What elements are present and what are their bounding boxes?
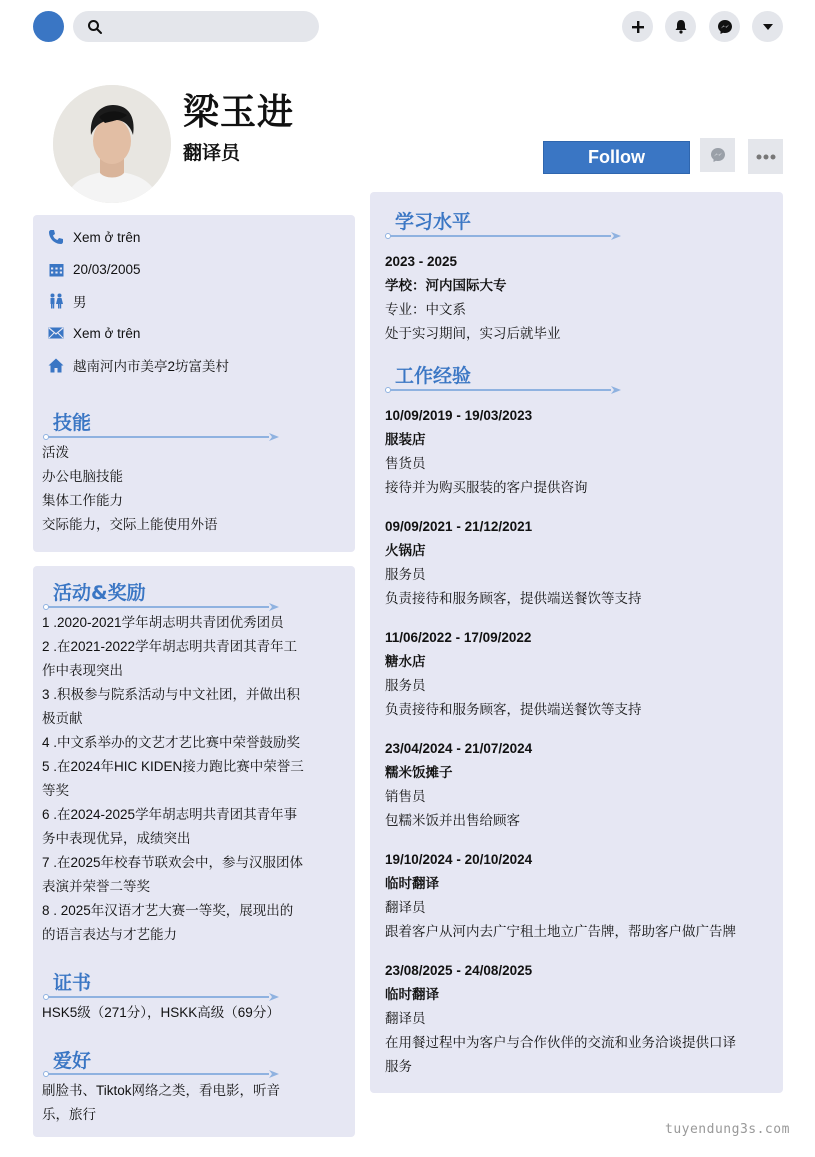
activity-line: 极贡献 <box>42 711 83 726</box>
hobbies-line: 刷脸书、Tiktok网络之类，看电影，听音 <box>42 1083 281 1098</box>
job-description: 服务 <box>385 1059 412 1074</box>
activities-divider <box>43 603 279 611</box>
contact-gender <box>47 289 87 313</box>
activity-line: 2 .在2021-2022学年胡志明共青团其青年工 <box>42 639 298 654</box>
contact-address <box>47 353 229 377</box>
job-position: 售货员 <box>385 456 426 471</box>
job-description: 在用餐过程中为客户与合作伙伴的交流和业务洽谈提供口译 <box>385 1035 736 1050</box>
skills-divider <box>43 433 279 441</box>
job-position: 翻译员 <box>385 1011 426 1026</box>
activities-panel <box>33 566 355 1137</box>
activity-line: 1 .2020-2021学年胡志明共青团优秀团员 <box>42 615 284 630</box>
mail-icon <box>48 327 64 339</box>
job-description: 跟着客户从河内去广宁租土地立广告牌，帮助客户做广告牌 <box>385 924 736 939</box>
skill-item: 活泼 <box>42 445 69 460</box>
activity-line: 3 .积极参与院系活动与中文社团，并做出积 <box>42 687 301 702</box>
job-period: 23/08/2025 - 24/08/2025 <box>385 963 533 978</box>
job-company: 服装店 <box>385 432 426 447</box>
messenger-icon <box>710 147 726 163</box>
education-divider <box>385 232 621 240</box>
job-period: 09/09/2021 - 21/12/2021 <box>385 519 533 534</box>
activity-line: 务中表现优异，成绩突出 <box>42 831 191 846</box>
profile-role: 翻译员 <box>183 142 241 164</box>
top-bar <box>0 0 815 56</box>
contact-phone-text: Xem ở trên <box>73 229 141 245</box>
hobbies-title: 爱好 <box>53 1050 92 1072</box>
profile-name: 梁玉进 <box>183 92 295 133</box>
certificates-text: HSK5级（271分），HSKK高级（69分） <box>42 1005 280 1020</box>
activity-line: 6 .在2024-2025学年胡志明共青团其青年事 <box>42 807 298 822</box>
activity-line: 等奖 <box>42 783 69 798</box>
search-bar[interactable] <box>73 11 319 42</box>
contact-skills-panel <box>33 215 355 552</box>
education-note: 处于实习期间，实习后就毕业 <box>385 326 561 341</box>
activity-line: 表演并荣誉二等奖 <box>42 879 150 894</box>
gender-icon <box>48 293 64 309</box>
menu-button[interactable] <box>752 11 783 42</box>
follow-button[interactable]: Follow <box>543 141 690 174</box>
certificates-title: 证书 <box>53 972 92 994</box>
education-school: 学校：河内国际大专 <box>385 278 507 293</box>
activity-line: 的语言表达与才艺能力 <box>42 927 177 942</box>
plus-icon <box>631 20 645 34</box>
caret-down-icon <box>762 23 774 31</box>
job-company: 糯米饭摊子 <box>385 765 453 780</box>
job-position: 销售员 <box>385 789 426 804</box>
more-button[interactable] <box>748 139 783 174</box>
contact-birthday-text: 20/03/2005 <box>73 261 141 277</box>
avatar <box>53 85 171 203</box>
contact-gender-text: 男 <box>73 295 87 310</box>
contact-email <box>47 321 140 345</box>
job-description: 包糯米饭并出售给顾客 <box>385 813 520 828</box>
job-period: 11/06/2022 - 17/09/2022 <box>385 630 532 645</box>
activity-line: 作中表现突出 <box>42 663 123 678</box>
job-description: 负责接待和服务顾客，提供端送餐饮等支持 <box>385 591 642 606</box>
skill-item: 办公电脑技能 <box>42 469 123 484</box>
job-period: 19/10/2024 - 20/10/2024 <box>385 852 533 867</box>
contact-email-text: Xem ở trên <box>73 325 141 341</box>
job-position: 服务员 <box>385 567 426 582</box>
education-title: 学习水平 <box>395 211 472 233</box>
education-experience-panel <box>370 192 783 1093</box>
skills-title: 技能 <box>53 412 92 434</box>
job-period: 10/09/2019 - 19/03/2023 <box>385 408 533 423</box>
education-major: 专业：中文系 <box>385 302 466 317</box>
add-button[interactable] <box>622 11 653 42</box>
education-period: 2023 - 2025 <box>385 254 458 269</box>
messenger-icon <box>717 19 733 35</box>
certificates-divider <box>43 993 279 1001</box>
bell-icon <box>674 19 688 34</box>
contact-birthday <box>47 257 141 281</box>
hobbies-line: 乐，旅行 <box>42 1107 96 1122</box>
more-dots-icon <box>756 154 776 160</box>
experience-divider <box>385 386 621 394</box>
job-company: 糖水店 <box>385 654 426 669</box>
job-company: 临时翻译 <box>385 987 439 1002</box>
job-position: 服务员 <box>385 678 426 693</box>
search-icon <box>87 19 103 35</box>
contact-phone <box>47 225 140 249</box>
home-icon <box>48 358 64 373</box>
job-company: 临时翻译 <box>385 876 439 891</box>
activity-line: 5 .在2024年HIC KIDEN接力跑比赛中荣誉三 <box>42 759 304 774</box>
job-period: 23/04/2024 - 21/07/2024 <box>385 741 533 756</box>
notifications-button[interactable] <box>665 11 696 42</box>
job-company: 火锅店 <box>385 543 426 558</box>
job-position: 翻译员 <box>385 900 426 915</box>
job-description: 负责接待和服务顾客，提供端送餐饮等支持 <box>385 702 642 717</box>
phone-icon <box>48 229 64 245</box>
experience-title: 工作经验 <box>395 365 472 387</box>
skill-item: 集体工作能力 <box>42 493 123 508</box>
job-description: 接待并为购买服装的客户提供咨询 <box>385 480 588 495</box>
calendar-icon <box>49 262 64 277</box>
activities-title: 活动&奖励 <box>53 582 146 604</box>
messenger-button[interactable] <box>709 11 740 42</box>
message-button[interactable] <box>700 138 735 172</box>
activity-line: 7 .在2025年校春节联欢会中，参与汉服团体 <box>42 855 304 870</box>
activity-line: 4 .中文系举办的文艺才艺比赛中荣誉鼓励奖 <box>42 735 301 750</box>
contact-address-text: 越南河内市美亭2坊富美村 <box>73 359 230 374</box>
activity-line: 8 . 2025年汉语才艺大赛一等奖，展现出的 <box>42 903 294 918</box>
skill-item: 交际能力，交际上能使用外语 <box>42 517 218 532</box>
hobbies-divider <box>43 1070 279 1078</box>
watermark: tuyendung3s.com <box>665 1122 790 1137</box>
logo[interactable] <box>33 11 64 42</box>
